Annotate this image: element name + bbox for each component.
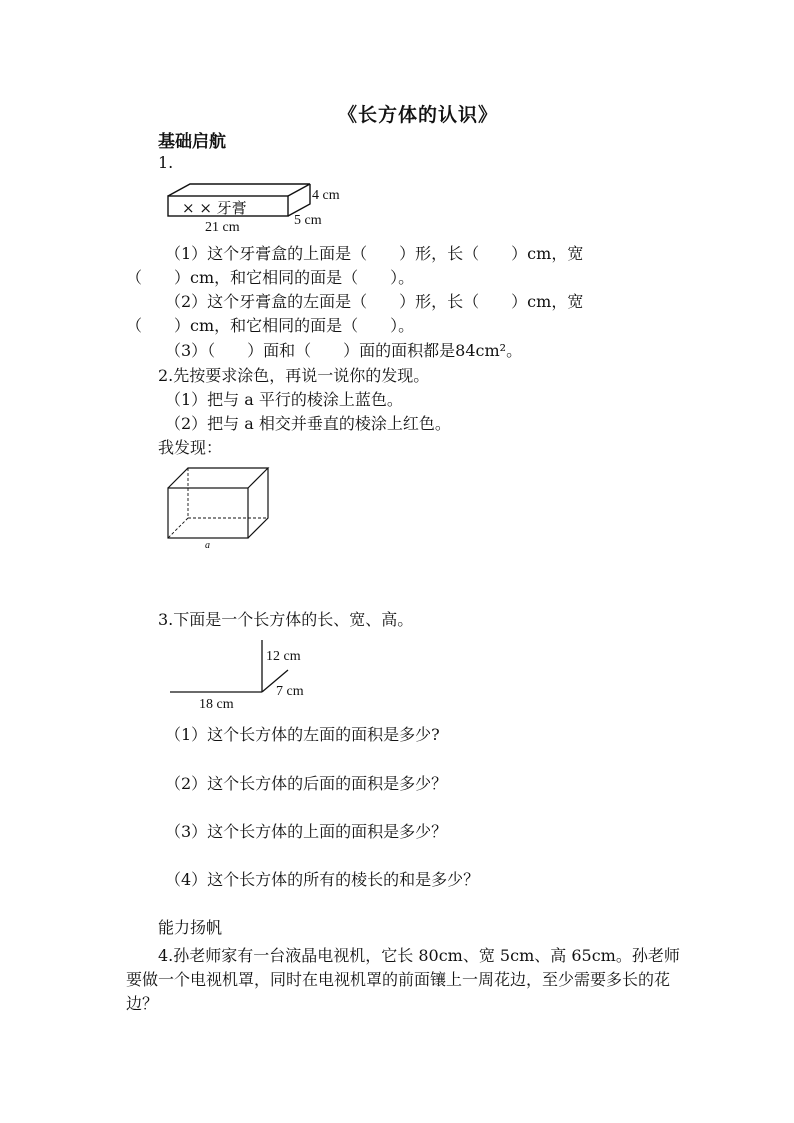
q3-part3: （3）这个长方体的上面的面积是多少？ [165, 822, 448, 841]
q1-part1-line2: （ ）cm，和它相同的面是（ ）。 [126, 268, 415, 287]
section-heading-basic: 基础启航 [158, 132, 226, 152]
q1-part2-line2: （ ）cm，和它相同的面是（ ）。 [126, 316, 415, 335]
box-length-label: 21 cm [205, 220, 240, 235]
height-label: 12 cm [266, 649, 301, 664]
length-label: 18 cm [199, 697, 234, 712]
page-title: 《长方体的认识》 [338, 104, 499, 126]
q2-discover-label: 我发现： [158, 438, 223, 457]
question-2-head: 2.先按要求涂色，再说一说你的发现。 [158, 366, 430, 385]
box-height-label: 4 cm [312, 188, 340, 203]
cuboid-figure [160, 462, 280, 542]
toothpaste-box-label: × × 牙膏 [182, 199, 247, 217]
question-4-text: 4.孙老师家有一台液晶电视机，它长 80cm、宽 5cm、高 65cm。孙老师要做一个电视机罩，同时在电视机罩的前面镶上一周花边，至少需要多长的花边？ [126, 946, 680, 1013]
q3-part1: （1）这个长方体的左面的面积是多少? [165, 725, 440, 744]
box-width-label: 5 cm [294, 213, 322, 228]
q1-part3: （3）（ ）面和（ ）面的面积都是84cm²。 [165, 341, 523, 360]
width-label: 7 cm [276, 684, 304, 699]
q3-part4: （4）这个长方体的所有的棱长的和是多少？ [165, 870, 480, 889]
edge-a-label: a [205, 540, 210, 551]
q2-part1: （1）把与 a 平行的棱涂上蓝色。 [165, 390, 403, 409]
q1-part2-line1: （2）这个牙膏盒的左面是（ ）形，长（ ）cm，宽 [165, 292, 584, 311]
section-heading-ability: 能力扬帆 [158, 918, 223, 937]
question-1-number: 1. [158, 153, 174, 172]
question-3-head: 3.下面是一个长方体的长、宽、高。 [158, 610, 414, 629]
q3-part2: （2）这个长方体的后面的面积是多少？ [165, 774, 448, 793]
q2-part2: （2）把与 a 相交并垂直的棱涂上红色。 [165, 414, 451, 433]
q1-part1-line1: （1）这个牙膏盒的上面是（ ）形，长（ ）cm，宽 [165, 244, 584, 263]
